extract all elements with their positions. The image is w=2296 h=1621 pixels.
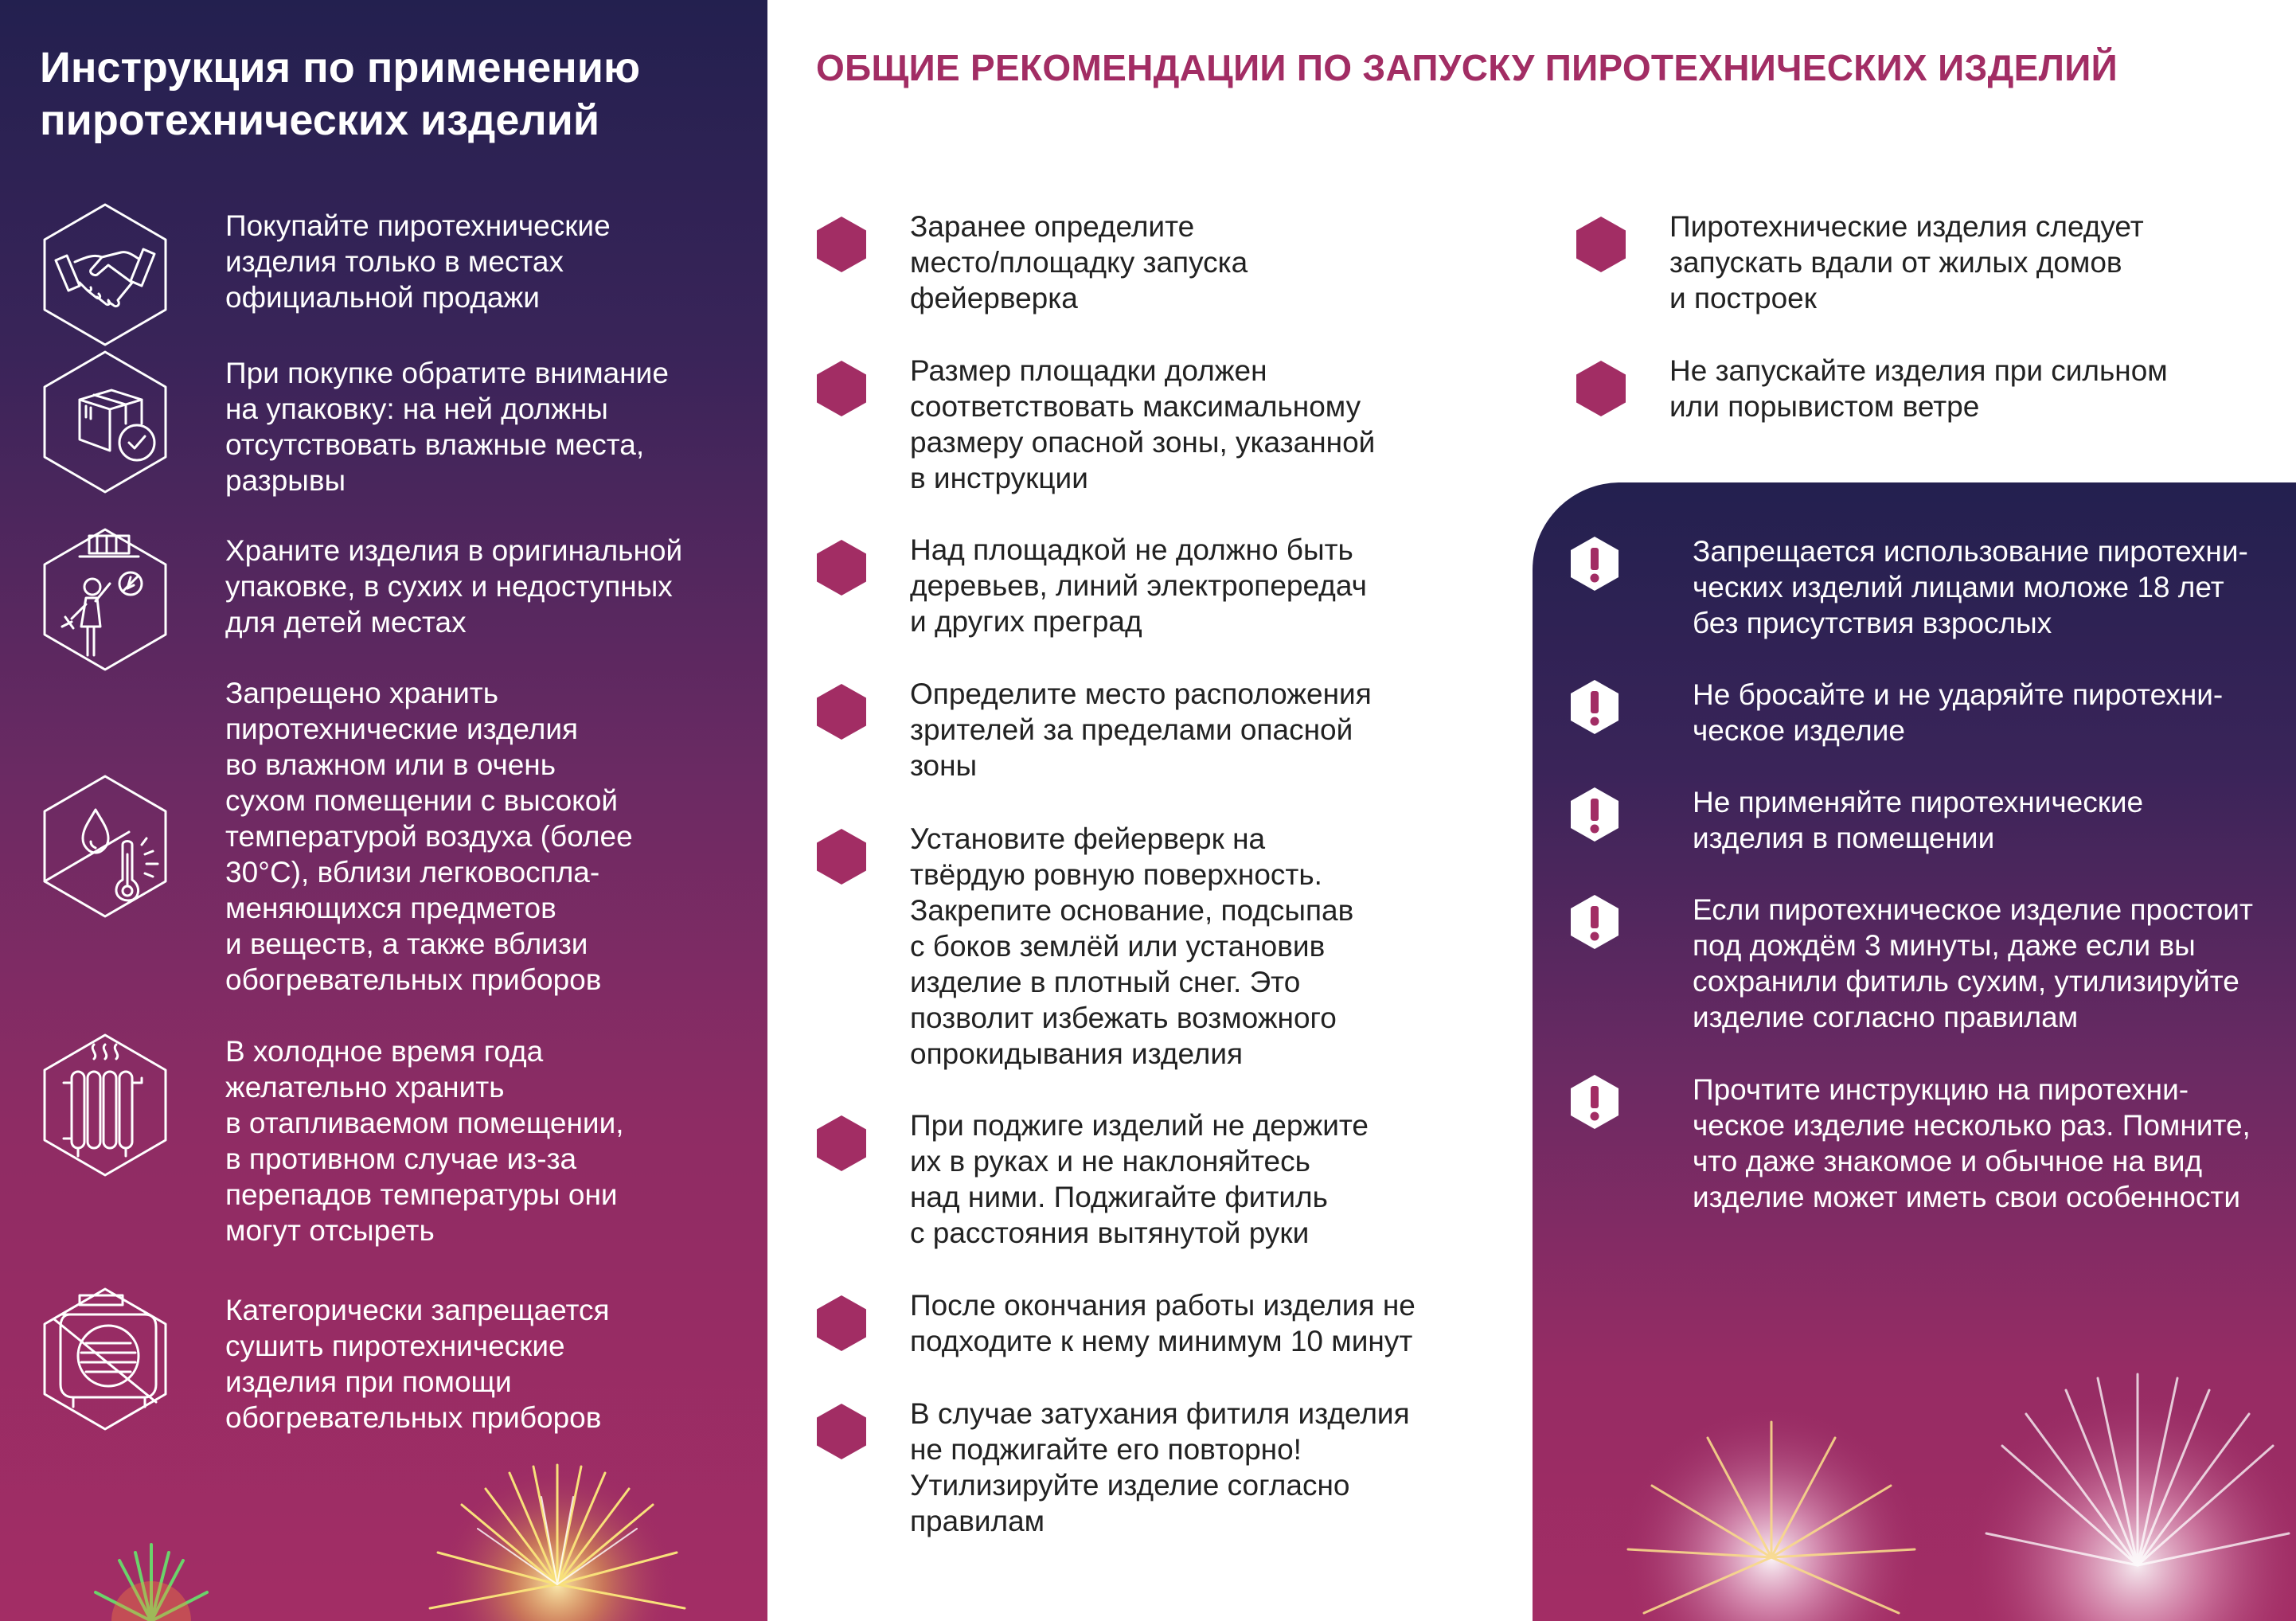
left-instruction-panel — [0, 0, 767, 1621]
left-panel-title — [40, 41, 740, 146]
recommendation-text: Пиротехнические изделия следует запускать вдали от жилых домов и построек — [1669, 210, 2144, 314]
hexagon-bullet-icon — [817, 684, 866, 740]
recommendation-text: Размер площадки должен соответствовать максимальному размеру опасной зоны, указанной в инструкции — [910, 354, 1376, 494]
hexagon-bullet-icon — [817, 1295, 866, 1351]
hexagon-bullet-icon — [817, 1404, 866, 1459]
hexagon-bullet-icon — [817, 829, 866, 885]
main-section-title: ОБЩИЕ РЕКОМЕНДАЦИИ ПО ЗАПУСКУ ПИРОТЕХНИЧЕСКИХ ИЗДЕЛИЙ — [816, 47, 2118, 88]
recommendation-text: Не запускайте изделия при сильном или порывистом ветре — [1669, 354, 2168, 423]
recommendation-text: В случае затухания фитиля изделия не поджигайте его повторно! Утилизируйте изделие согласно правилам — [910, 1397, 1410, 1537]
warning-exclamation-icon — [1571, 1075, 1619, 1129]
warning-exclamation-icon — [1571, 895, 1619, 949]
warning-text: Не бросайте и не ударяйте пиротехни- ческое изделие — [1693, 678, 2224, 747]
fireworks-decoration — [1533, 1303, 2296, 1621]
child-safety-icon — [33, 528, 177, 671]
hexagon-bullet-icon — [1576, 217, 1626, 272]
warning-exclamation-icon — [1571, 537, 1619, 591]
recommendation-text: Над площадкой не должно быть деревьев, линий электропередач и других преград — [910, 533, 1367, 638]
instruction-text: При покупке обратите внимание на упаковку: на ней должны отсутствовать влажные места, разрывы — [225, 357, 669, 497]
warning-text: Не применяйте пиротехнические изделия в помещении — [1693, 786, 2144, 854]
instruction-text: Категорически запрещается сушить пиротехнические изделия при помощи обогревательных приборов — [225, 1294, 610, 1434]
instruction-text: В холодное время года желательно хранить в отапливаемом помещении, в противном случае из-за перепадов температуры они могут отсыреть — [225, 1035, 624, 1247]
instruction-text: Храните изделия в оригинальной упаковке, в сухих и недоступных для детей местах — [225, 534, 683, 639]
recommendation-text: Заранее определите место/площадку запуска фейерверка — [910, 210, 1248, 314]
recommendation-text: После окончания работы изделия не подходите к нему минимум 10 минут — [910, 1289, 1415, 1357]
hexagon-bullet-icon — [817, 540, 866, 596]
hexagon-bullet-icon — [817, 217, 866, 272]
warning-text: Запрещается использование пиротехни- ческих изделий лицами моложе 18 лет без присутствия взрослых — [1693, 535, 2248, 639]
recommendation-text: Определите место расположения зрителей за пределами опасной зоны — [910, 678, 1372, 782]
left-title-line-1: Инструкция по применению — [40, 44, 641, 92]
package-check-icon — [33, 350, 177, 494]
warning-text: Прочтите инструкцию на пиротехни- ческое изделие несколько раз. Помните, что даже знакомое и обычное на вид изделие может иметь свои особенности — [1693, 1073, 2251, 1213]
hexagon-bullet-icon — [817, 361, 866, 416]
warning-exclamation-icon — [1571, 787, 1619, 842]
recommendation-text: При поджиге изделий не держите их в руках и не наклоняйтесь над ними. Поджигайте фитиль с расстояния вытянутой руки — [910, 1109, 1369, 1249]
warnings-panel — [1533, 482, 2296, 1621]
warning-exclamation-icon — [1571, 680, 1619, 734]
radiator-icon — [33, 1033, 177, 1177]
hexagon-bullet-icon — [817, 1115, 866, 1171]
humidity-temperature-icon — [33, 775, 177, 918]
fireworks-decoration — [0, 1409, 767, 1621]
instruction-text: Запрещено хранить пиротехнические изделия во влажном или в очень сухом помещении с высокой температурой воздуха (более 30°C), вблизи легковоспла- меняющихся предметов и веществ, а также вблизи обогревательных приборов — [225, 677, 633, 996]
hexagon-bullet-icon — [1576, 361, 1626, 416]
left-title-line-2: пиротехнических изделий — [40, 96, 600, 144]
instruction-text: Покупайте пиротехнические изделия только в местах официальной продажи — [225, 209, 611, 314]
handshake-icon — [33, 203, 177, 346]
recommendation-text: Установите фейерверк на твёрдую ровную поверхность. Закрепите основание, подсыпав с боков землёй или установив изделие в плотный снег. Это позволит избежать возможного опрокидывания изделия — [910, 822, 1354, 1070]
warning-text: Если пиротехническое изделие простоит под дождём 3 минуты, даже если вы сохранили фитиль сухим, утилизируйте изделие согласно правилам — [1693, 893, 2253, 1033]
